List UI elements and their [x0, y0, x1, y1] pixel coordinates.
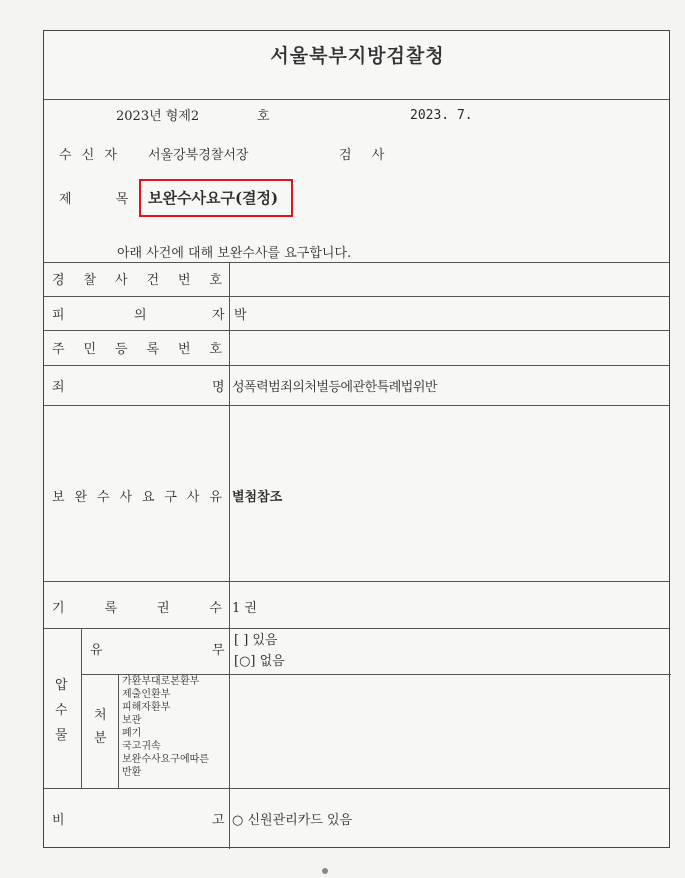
disposal-label-divider [118, 674, 119, 788]
disposal-option: 폐기 [122, 728, 142, 739]
disposal-label: 처 분 [94, 708, 107, 746]
recipient-label: 수 신 자 [59, 148, 120, 163]
disposal-option: 피해자환부 [122, 702, 171, 713]
suspect-label-last: 자 [212, 308, 225, 323]
charge-value: 성폭력범죄의처벌등에관한특례법위반 [232, 380, 437, 395]
page-mark [322, 868, 328, 874]
disposal-option: 가환부대로본환부 [122, 676, 200, 687]
row-line [44, 405, 669, 406]
police-case-no-label: 경 찰 사 건 번 호 [52, 273, 222, 288]
seized-label: 압 수 물 [55, 678, 68, 743]
disposal-options [122, 675, 209, 779]
document-date: 2023. 7. [410, 108, 473, 123]
row-line [44, 296, 669, 297]
charge-label-first: 죄 [52, 380, 65, 395]
table-top-line [44, 262, 669, 263]
disposal-option: 보관 [122, 715, 142, 726]
agency-title: 서울북부지방검찰청 [270, 45, 445, 67]
charge-label-last: 명 [212, 380, 225, 395]
remarks-label-last: 고 [212, 813, 225, 828]
recipient-value: 서울강북경찰서장 [148, 148, 249, 163]
reason-label: 보 완 수 사 요 구 사 유 [52, 490, 222, 505]
suspect-value: 박 [234, 308, 247, 323]
row-line [44, 628, 669, 629]
remarks-label-first: 비 [52, 813, 65, 828]
suspect-label-first: 피 [52, 308, 65, 323]
row-line [44, 330, 669, 331]
remarks-value: ○ 신원관리카드 있음 [232, 813, 353, 828]
records-value: 1 권 [232, 601, 257, 616]
case-number-suffix: 호 [257, 109, 270, 124]
disposal-option: 국고귀속 [122, 741, 161, 752]
reason-value: 별첨참조 [232, 490, 283, 505]
intro-text: 아래 사건에 대해 보완수사를 요구합니다. [117, 246, 352, 261]
presence-option-no[interactable]: [○] 없음 [234, 654, 285, 669]
disposal-option: 반환 [122, 767, 142, 778]
presence-label-last: 무 [212, 643, 225, 658]
resident-no-label: 주 민 등 록 번 호 [52, 342, 222, 357]
row-line [44, 365, 669, 366]
column-divider [229, 262, 230, 849]
subject-label: 제 목 [59, 192, 149, 207]
suspect-label-mid: 의 [134, 308, 147, 323]
seized-column-divider [81, 628, 82, 788]
disposal-option: 보완수사요구에따른 [122, 754, 209, 765]
presence-option-yes[interactable]: [ ] 있음 [234, 633, 278, 648]
document-sheet [43, 30, 670, 848]
disposal-option: 제출인환부 [122, 689, 171, 700]
case-number: 2023년 형제2 [116, 109, 200, 124]
row-line [44, 581, 669, 582]
sender: 검 사 [339, 148, 393, 163]
subject-value: 보완수사요구(결정) [148, 189, 279, 207]
presence-label-first: 유 [90, 643, 103, 658]
row-line [44, 788, 669, 789]
records-label: 기 록 권 수 [52, 601, 222, 616]
title-divider [44, 99, 669, 100]
